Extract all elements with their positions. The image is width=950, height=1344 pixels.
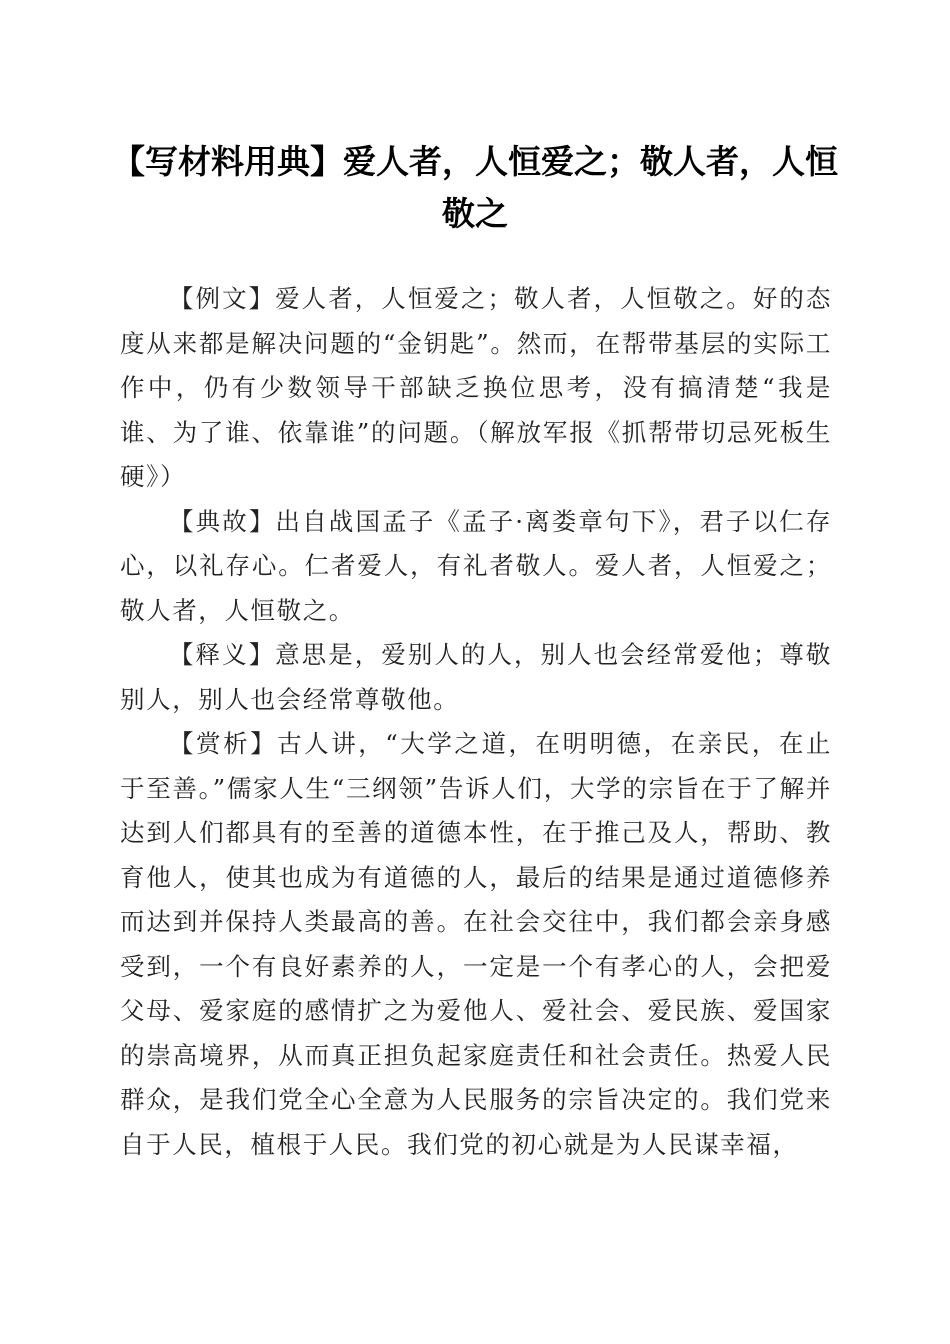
paragraph-appreciation: 【赏析】古人讲，“大学之道，在明明德，在亲民，在止于至善。”儒家人生“三纲领”告诉人们，大学的宗旨在于了解并达到人们都具有的至善的道德本性，在于推己及人，帮助、教育他人，使其也成为有道德的人，最后的结果是通过道德修养而达到并保持人类最高的善。在社会交往中，我们都会亲身感受到，一个有良好素养的人，一定是一个有孝心的人，会把爱父母、爱家庭的感情扩之为爱他人、爱社会、爱民族、爱国家的崇高境界，从而真正担负起家庭责任和社会责任。热爱人民群众，是我们党全心全意为人民服务的宗旨决定的。我们党来自于人民，植根于人民。我们党的初心就是为人民谋幸福， (120, 729, 832, 1159)
paragraph-example: 【例文】爱人者，人恒爱之；敬人者，人恒敬之。好的态度从来都是解决问题的“金钥匙”。然而，在帮带基层的实际工作中，仍有少数领导干部缺乏换位思考，没有搞清楚“我是谁、为了谁、依靠谁”的问题。（解放军报《抓帮带切忌死板生硬》） (120, 284, 832, 491)
paragraph-meaning: 【释义】意思是，爱别人的人，别人也会经常爱他；尊敬别人，别人也会经常尊敬他。 (120, 640, 832, 714)
document-title: 【写材料用典】爱人者，人恒爱之；敬人者，人恒敬之 (112, 142, 838, 233)
paragraph-allusion: 【典故】出自战国孟子《孟子·离娄章句下》，君子以仁存心，以礼存心。仁者爱人，有礼者敬人。爱人者，人恒爱之；敬人者，人恒敬之。 (120, 506, 832, 625)
document-body (120, 277, 832, 1167)
